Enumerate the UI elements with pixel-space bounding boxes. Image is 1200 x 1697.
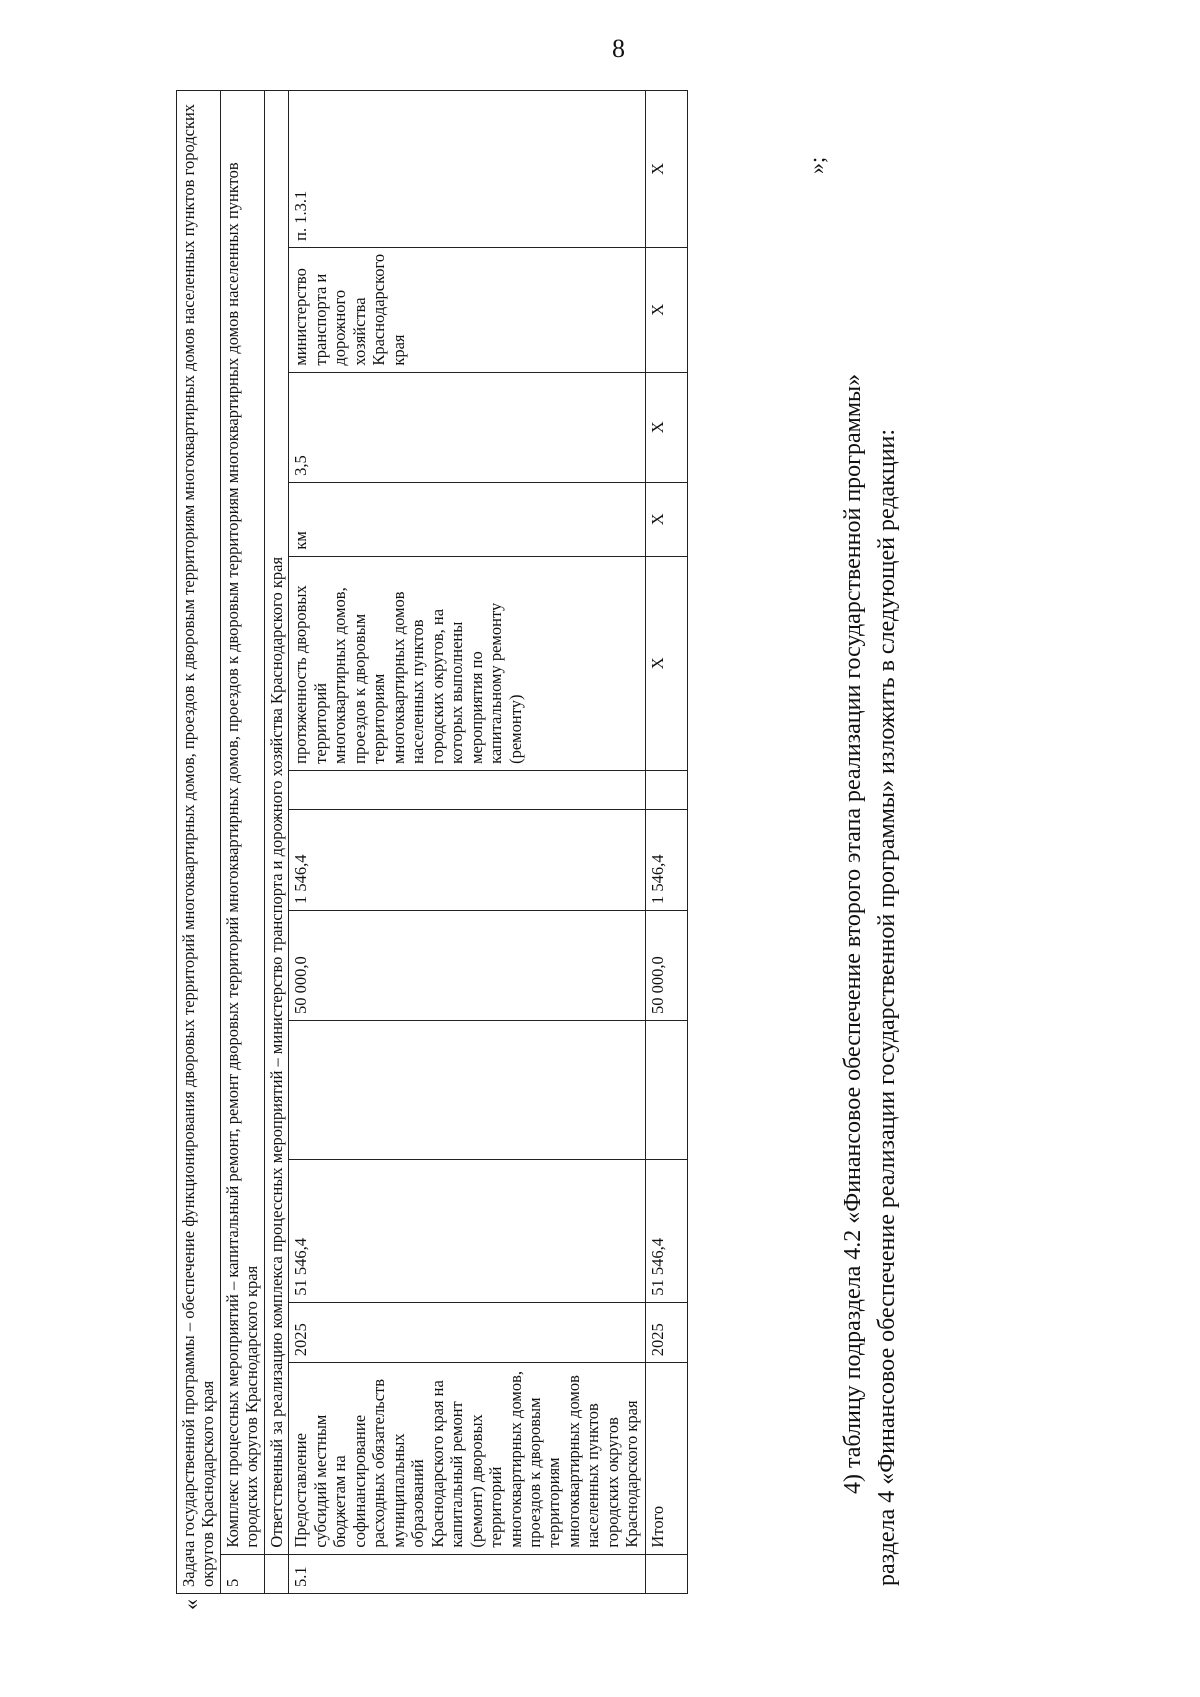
close-quote: »; [804, 156, 829, 174]
total-year: 2025 [645, 1302, 687, 1363]
total-label: Итого [645, 1363, 687, 1554]
item-col-b: 50 000,0 [289, 911, 645, 1021]
item-year: 2025 [289, 1302, 645, 1363]
total-total: 51 546,4 [645, 1160, 687, 1303]
item-ref: п. 1.3.1 [289, 91, 645, 248]
task-row [177, 91, 221, 1594]
responsible-row [264, 91, 288, 1594]
responsible-text: Ответственный за реализацию комплекса процессных мероприятий – министерство транспорта и дорожного хозяйства Краснодарского края [264, 91, 288, 1555]
total-col-d [645, 770, 687, 809]
total-col-c: 1 546,4 [645, 810, 687, 911]
open-quote: « [178, 1599, 203, 1610]
footer-text [836, 116, 904, 1586]
page-number: 8 [612, 34, 625, 63]
total-executor: X [645, 247, 687, 372]
total-col-a [645, 1020, 687, 1159]
item-row [289, 91, 645, 1594]
total-unit: X [645, 482, 687, 556]
item-value: 3,5 [289, 372, 645, 482]
item-col-c: 1 546,4 [289, 810, 645, 911]
total-num [645, 1554, 687, 1593]
task-text: Задача государственной программы – обеспечение функционирования дворовых территорий многоквартирных домов, проездов к дворовым территориям многоквартирных домов населенных пунктов городских округов Краснодарского края [177, 91, 221, 1594]
total-value: X [645, 372, 687, 482]
rotated-content [160, 90, 1040, 1610]
total-row [645, 91, 687, 1594]
item-num: 5.1 [289, 1554, 645, 1593]
item-total: 51 546,4 [289, 1160, 645, 1303]
item-col-d [289, 770, 645, 809]
responsible-empty [264, 1554, 288, 1593]
complex-num: 5 [220, 1554, 264, 1593]
total-ref: X [645, 91, 687, 248]
total-col-b: 50 000,0 [645, 911, 687, 1021]
item-indicator: протяженность дворовых территорий многоквартирных домов, проездов к дворовым территориям многоквартирных домов населенных пунктов городских округов, на которых выполнены мероприятия по капитальному ремонту (ремонту) [289, 556, 645, 770]
item-unit: км [289, 482, 645, 556]
item-name: Предоставление субсидий местным бюджетам на софинансирование расходных обязательств муниципальных образований Краснодарского края на капитальный ремонт (ремонт) дворовых территорий многоквартирных домов, проездов к дворовым территориям многоквартирных домов населенных пунктов городских округов Краснодарского края [289, 1363, 645, 1554]
item-col-a [289, 1020, 645, 1159]
landscape-page [160, 90, 1040, 1610]
total-indicator: X [645, 556, 687, 770]
footer-line-2: раздела 4 «Финансовое обеспечение реализации государственной программы» изложить в следующей редакции: [874, 428, 901, 1586]
complex-row [220, 91, 264, 1594]
financing-table [176, 90, 688, 1594]
item-executor: министерство транспорта и дорожного хозяйства Краснодарского края [289, 247, 645, 372]
complex-text: Комплекс процессных мероприятий – капитальный ремонт, ремонт дворовых территорий многоквартирных домов, проездов к дворовым территориям многоквартирных домов населенных пунктов городских округов Краснодарского края [220, 91, 264, 1555]
footer-line-1: 4) таблицу подраздела 4.2 «Финансовое обеспечение второго этапа реализации государственной программы» [840, 373, 866, 1494]
